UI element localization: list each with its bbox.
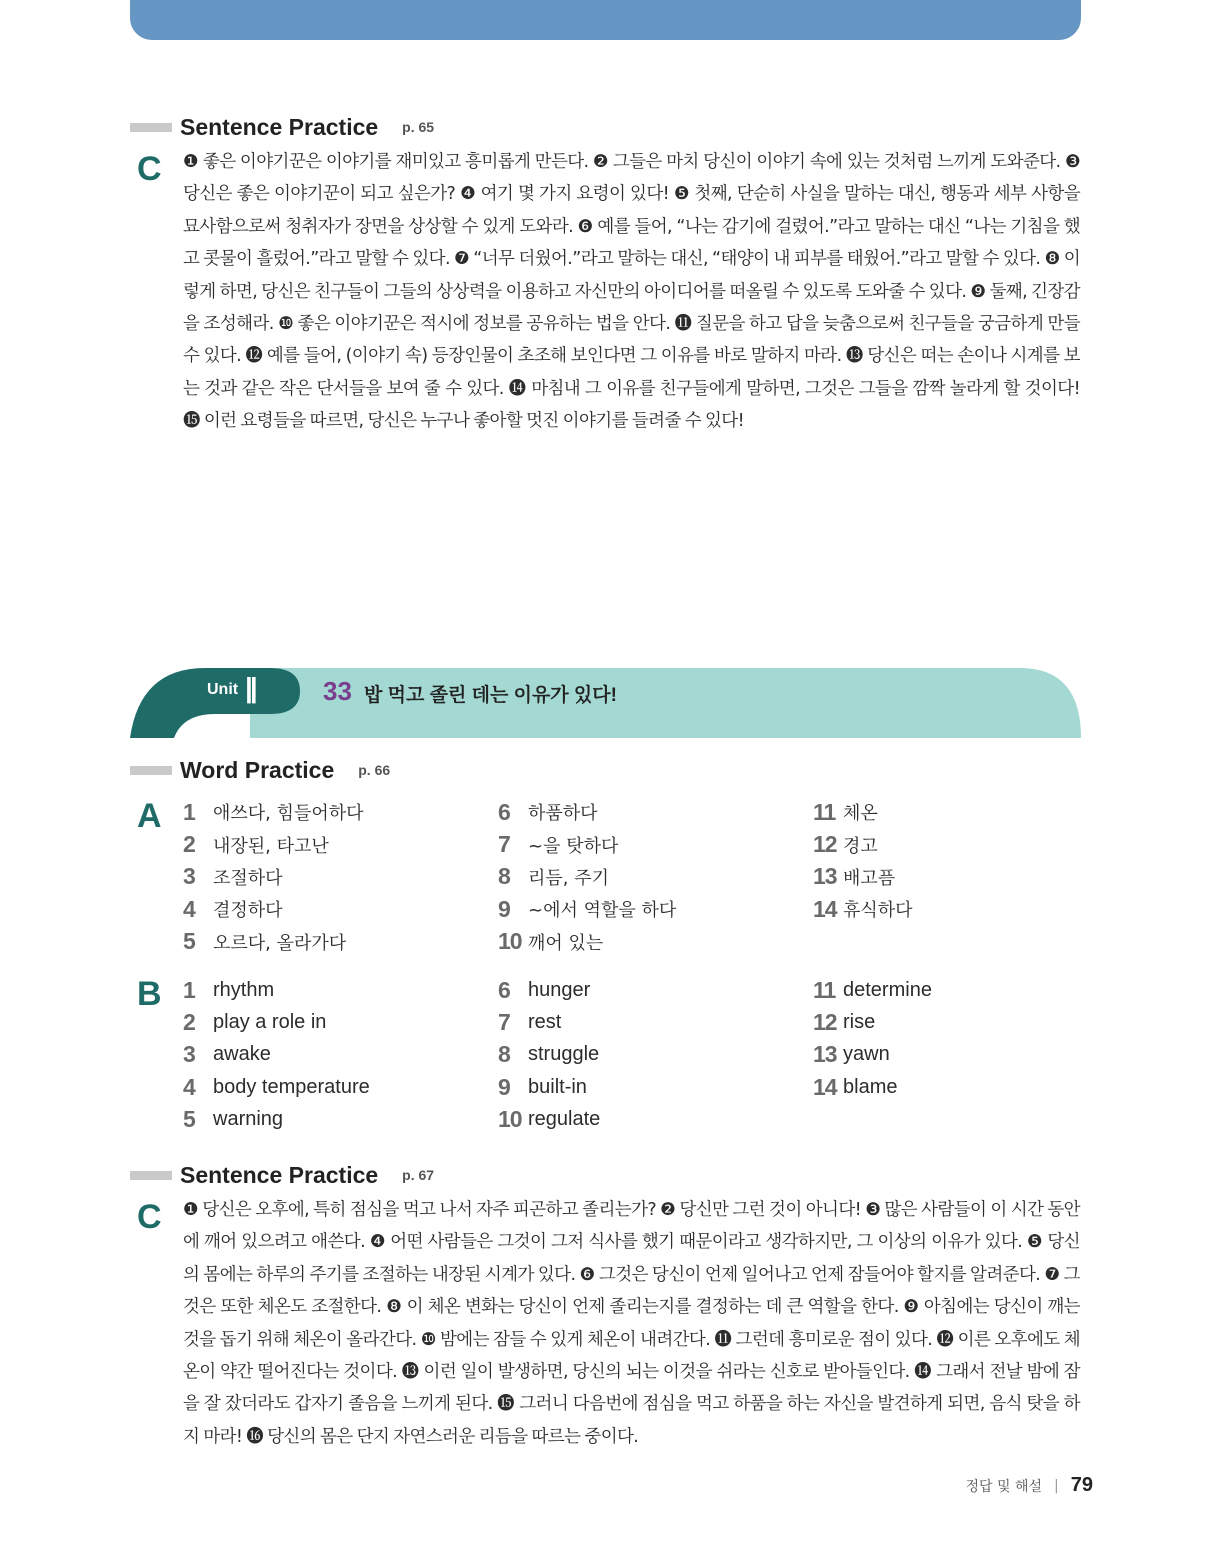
list-item <box>498 926 813 958</box>
item-text: regulate <box>528 1108 601 1131</box>
section-page-ref: p. 65 <box>402 119 435 135</box>
section-bar <box>130 766 172 775</box>
list-item <box>183 796 498 828</box>
item-number: 11 <box>813 976 836 1003</box>
section-title: Word Practice <box>180 756 335 783</box>
section-title: Sentence Practice <box>180 1161 379 1188</box>
item-text: 경고 <box>843 835 878 857</box>
section-title: Sentence Practice <box>180 113 379 140</box>
item-text: rhythm <box>213 978 275 1001</box>
item-number: 10 <box>498 1106 522 1133</box>
sentence-practice-text-1: ❶ 좋은 이야기꾼은 이야기를 재미있고 흥미롭게 만든다. ❷ 그들은 마치 당신이 이야기 속에 있는 것처럼 느끼게 도와준다. ❸ 당신은 좋은 이야기꾼이 되고 싶은가? ❹ 여기 몇 가지 요령이 있다! ❺ 첫째, 단순히 사실을 말하는 대신, 행동과 세부 사항을 묘사함으로써 청취자가 장면을 상상할 수 있게 도와라. ❻ 예를 들어, “나는 감기에 걸렸어.”라고 말하는 대신 “나는 기침을 했고 콧물이 흘렀어.”라고 말할 수 있다. ❼ “너무 더웠어.”라고 말하는 대신, “태양이 내 피부를 태웠어.”라고 말할 수 있다. ❽ 이렇게 하면, 당신은 친구들이 그들의 상상력을 이용하고 자신만의 아이디어를 떠올릴 수 있도록 도와줄 수 있다. ❾ 둘째, 긴장감을 조성해라. ❿ 좋은 이야기꾼은 적시에 정보를 공유하는 법을 안다. ⓫ 질문을 하고 답을 늦춤으로써 친구들을 궁금하게 만들 수 있다. ⓬ 예를 들어, (이야기 속) 등장인물이 초조해 보인다면 그 이유를 바로 말하지 마라. ⓭ 당신은 떠는 손이나 시계를 보는 것과 같은 작은 단서들을 보여 줄 수 있다. ⓮ 마침내 그 이유를 친구들에게 말하면, 그것은 그들을 깜짝 놀라게 할 것이다! ⓯ 이런 요령들을 따르면, 당신은 누구나 좋아할 멋진 이야기를 들려줄 수 있다! <box>183 152 1080 432</box>
word-column <box>183 974 498 1136</box>
list-item <box>498 1006 813 1038</box>
sentence-practice-text-2: ❶ 당신은 오후에, 특히 점심을 먹고 나서 자주 피곤하고 졸리는가? ❷ 당신만 그런 것이 아니다! ❸ 많은 사람들이 이 시간 동안에 깨어 있으려고 애쓴다. ❹ 어떤 사람들은 그것이 그저 식사를 했기 때문이라고 생각하지만, 그 이상의 이유가 있다. ❺ 당신의 몸에는 하루의 주기를 조절하는 내장된 시계가 있다. ❻ 그것은 당신이 언제 일어나고 언제 잠들어야 할지를 알려준다. ❼ 그것은 또한 체온도 조절한다. ❽ 이 체온 변화는 당신이 언제 졸리는지를 결정하는 데 큰 역할을 한다. ❾ 아침에는 당신이 깨는 것을 돕기 위해 체온이 올라간다. ❿ 밤에는 잠들 수 있게 체온이 내려간다. ⓫ 그런데 흥미로운 점이 있다. ⓬ 이른 오후에도 체온이 약간 떨어진다는 것이다. ⓭ 이런 일이 발생하면, 당신의 뇌는 이것을 쉬라는 신호로 받아들인다. ⓮ 그래서 전날 밤에 잠을 잘 잤더라도 갑자기 졸음을 느끼게 된다. ⓯ 그러니 다음번에 점심을 먹고 하품을 하는 자신을 발견하게 되면, 음식 탓을 하지 마라! ⓰ 당신의 몸은 단지 자연스러운 리듬을 따르는 중이다. <box>183 1200 1080 1447</box>
item-number: 14 <box>813 895 837 922</box>
page-number: 79 <box>1070 1474 1093 1496</box>
item-number: 11 <box>813 798 836 825</box>
item-text: play a role in <box>213 1011 327 1034</box>
item-text: yawn <box>843 1043 890 1066</box>
item-number: 6 <box>498 798 511 825</box>
item-number: 1 <box>183 976 196 1003</box>
exercise-letter-c-1: C <box>137 150 162 188</box>
exercise-letter-c-2: C <box>137 1198 162 1236</box>
list-item <box>813 974 1063 1006</box>
list-item <box>813 1006 1063 1038</box>
sentence-practice-header-2 <box>130 1160 434 1190</box>
item-text: 깨어 있는 <box>528 932 604 954</box>
lesson-title: 밥 먹고 졸린 데는 이유가 있다! <box>364 685 617 706</box>
item-number: 6 <box>498 976 511 1003</box>
item-text: ~을 탓하다 <box>528 835 619 857</box>
item-number: 13 <box>813 863 837 890</box>
section-page-ref: p. 66 <box>358 762 391 778</box>
list-item <box>813 1071 1063 1103</box>
footer-label: 정답 및 해설 <box>965 1478 1043 1495</box>
footer-separator: | <box>1054 1477 1059 1494</box>
item-number: 8 <box>498 863 511 890</box>
sentence-practice-header-1 <box>130 112 434 142</box>
item-number: 4 <box>183 895 196 922</box>
item-text: 휴식하다 <box>843 900 913 922</box>
item-text: 오르다, 올라가다 <box>213 932 347 954</box>
word-column <box>498 796 813 958</box>
word-list-b <box>183 974 1063 1136</box>
item-text: ~에서 역할을 하다 <box>528 900 677 922</box>
list-item <box>498 893 813 925</box>
item-number: 4 <box>183 1073 196 1100</box>
section-page-ref: p. 67 <box>402 1167 435 1183</box>
list-item <box>183 893 498 925</box>
section-bar <box>130 1171 172 1180</box>
list-item <box>498 861 813 893</box>
unit-label: Unit <box>207 681 239 698</box>
item-text: 조절하다 <box>213 867 283 889</box>
list-item <box>183 926 498 958</box>
item-number: 10 <box>498 928 522 955</box>
list-item <box>183 828 498 860</box>
list-item <box>498 1039 813 1071</box>
list-item <box>813 861 1063 893</box>
item-text: warning <box>213 1108 284 1131</box>
list-item <box>813 796 1063 828</box>
item-text: rise <box>843 1011 876 1034</box>
item-number: 5 <box>183 928 196 955</box>
word-list-a <box>183 796 1063 958</box>
item-number: 14 <box>813 1073 837 1100</box>
list-item <box>183 1104 498 1136</box>
lesson-number: 33 <box>323 676 352 706</box>
list-item <box>813 1039 1063 1071</box>
item-text: 결정하다 <box>213 900 283 922</box>
item-number: 3 <box>183 863 196 890</box>
item-number: 12 <box>813 1009 837 1036</box>
item-text: built-in <box>528 1075 587 1098</box>
item-number: 2 <box>183 1009 196 1036</box>
word-practice-header <box>130 755 390 785</box>
item-text: blame <box>843 1075 898 1098</box>
item-text: awake <box>213 1043 271 1066</box>
exercise-letter-b: B <box>137 975 162 1013</box>
word-column <box>813 974 1063 1136</box>
item-number: 12 <box>813 831 837 858</box>
item-number: 3 <box>183 1041 196 1068</box>
list-item <box>498 796 813 828</box>
list-item <box>498 828 813 860</box>
exercise-letter-a: A <box>137 797 162 835</box>
list-item <box>183 974 498 1006</box>
item-number: 9 <box>498 1073 511 1100</box>
item-text: 리듬, 주기 <box>528 867 609 889</box>
word-column <box>183 796 498 958</box>
item-text: struggle <box>528 1043 600 1066</box>
top-decorative-bar <box>130 0 1081 40</box>
item-text: 내장된, 타고난 <box>213 835 329 857</box>
item-text: body temperature <box>213 1075 370 1098</box>
list-item <box>183 861 498 893</box>
item-text: rest <box>528 1011 562 1034</box>
item-number: 5 <box>183 1106 196 1133</box>
page-footer <box>966 1474 1094 1497</box>
list-item <box>183 1039 498 1071</box>
word-column <box>498 974 813 1136</box>
item-number: 2 <box>183 831 196 858</box>
item-number: 1 <box>183 798 196 825</box>
item-text: 하품하다 <box>528 803 598 825</box>
item-number: 13 <box>813 1041 837 1068</box>
item-text: 배고픔 <box>843 867 896 889</box>
list-item <box>183 1006 498 1038</box>
item-number: 8 <box>498 1041 511 1068</box>
item-number: 7 <box>498 1009 511 1036</box>
list-item <box>813 828 1063 860</box>
item-text: 체온 <box>843 803 878 825</box>
list-item <box>498 1104 813 1136</box>
item-number: 7 <box>498 831 511 858</box>
unit-number: || <box>245 672 255 703</box>
item-text: hunger <box>528 978 591 1001</box>
item-text: 애쓰다, 힘들어하다 <box>213 803 364 825</box>
item-number: 9 <box>498 895 511 922</box>
word-column <box>813 796 1063 958</box>
section-bar <box>130 123 172 132</box>
list-item <box>183 1071 498 1103</box>
list-item <box>813 893 1063 925</box>
item-text: determine <box>843 978 932 1001</box>
list-item <box>498 1071 813 1103</box>
list-item <box>498 974 813 1006</box>
